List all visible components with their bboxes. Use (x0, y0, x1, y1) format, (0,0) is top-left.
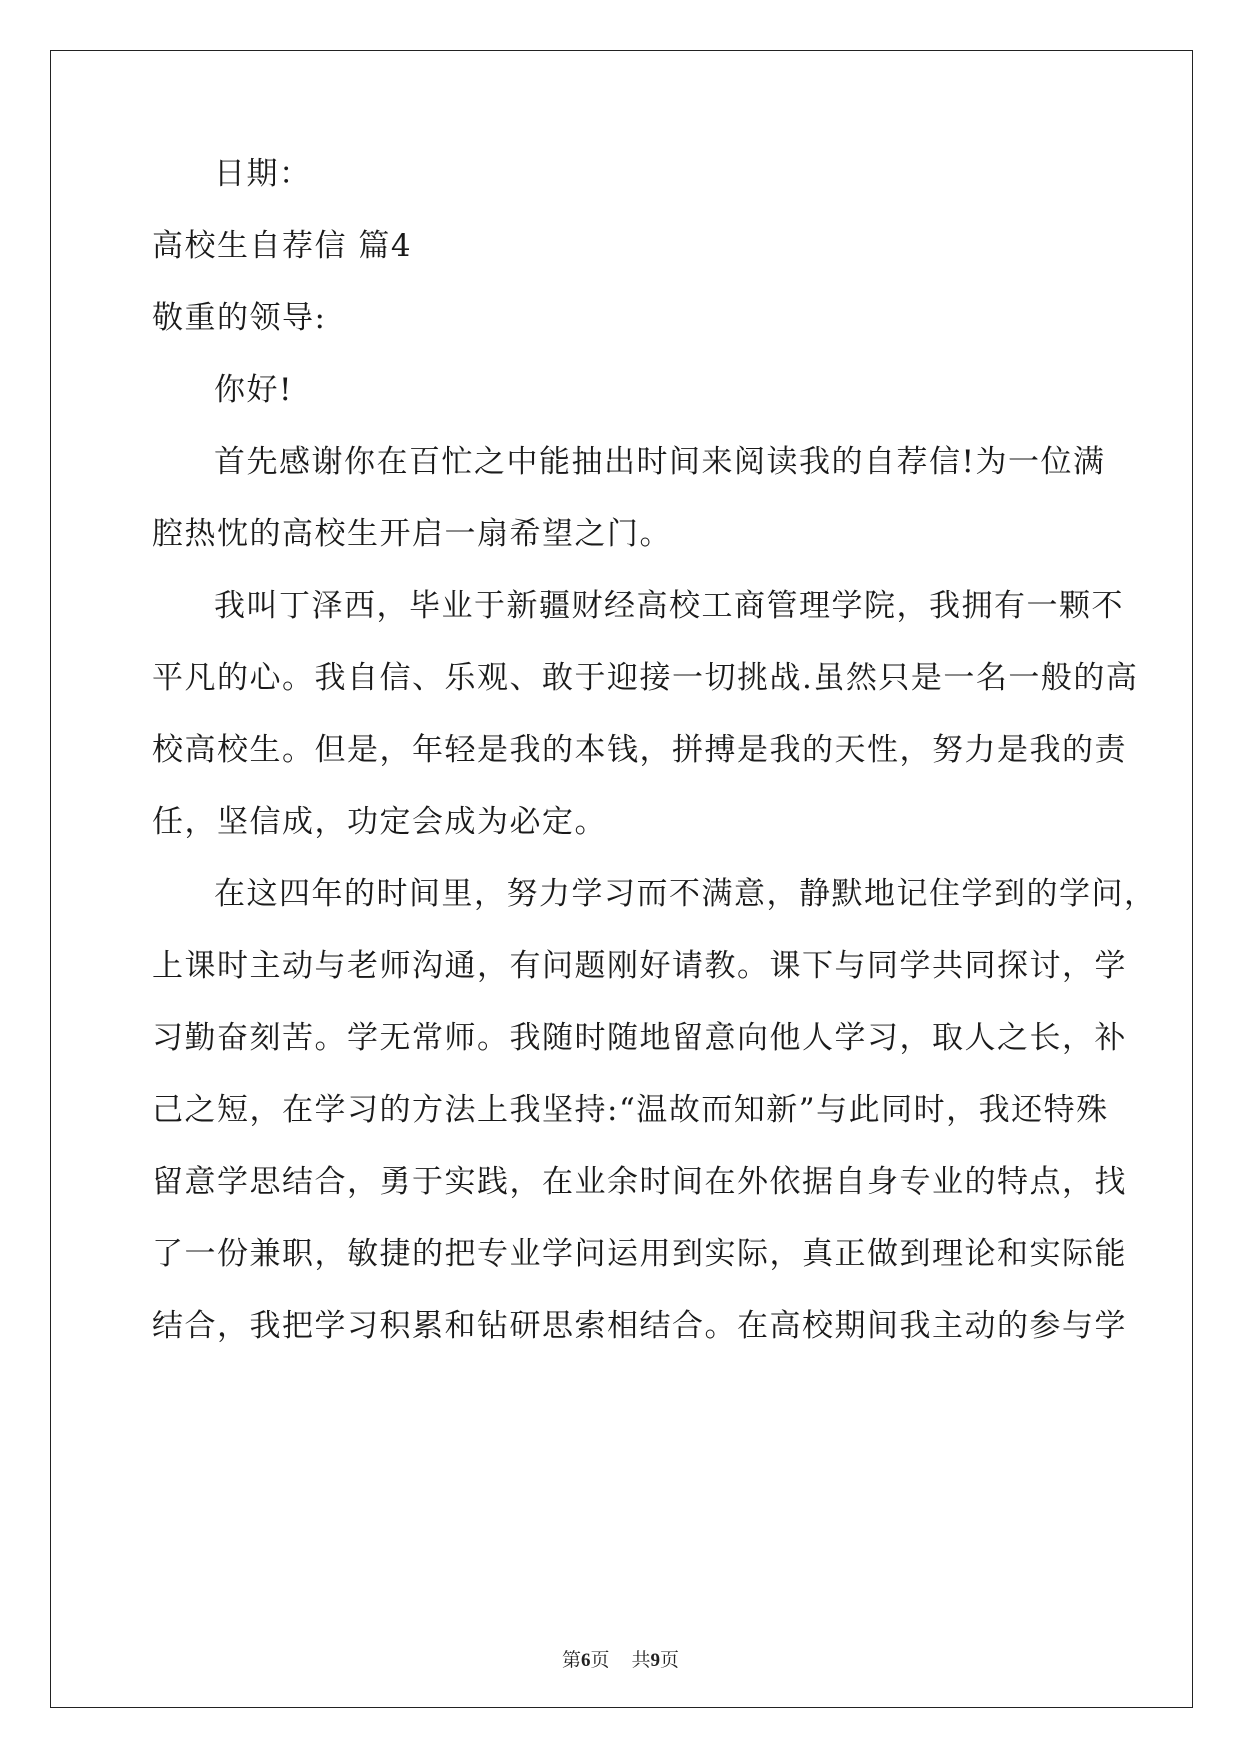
paragraph-line: 在这四年的时间里，努力学习而不满意，静默地记住学到的学问， (214, 876, 1157, 912)
section-title: 高校生自荐信 篇4 (152, 228, 413, 264)
paragraph-line: 首先感谢你在百忙之中能抽出时间来阅读我的自荐信!为一位满 (214, 444, 1106, 480)
total-pages: 9 (650, 1650, 661, 1671)
page-number: 6 (580, 1650, 591, 1671)
date-label: 日期： (214, 156, 312, 192)
paragraph-line: 己之短，在学习的方法上我坚持:“温故而知新”与此同时，我还特殊 (152, 1092, 1109, 1128)
greeting: 你好! (214, 372, 293, 408)
total-prefix: 共 (631, 1650, 651, 1671)
page-prefix: 第 (561, 1650, 581, 1671)
paragraph-line: 平凡的心。我自信、乐观、敢于迎接一切挑战.虽然只是一名一般的高 (152, 660, 1139, 696)
paragraph-line: 任，坚信成，功定会成为必定。 (152, 804, 607, 840)
paragraph-line: 校高校生。但是，年轻是我的本钱，拼搏是我的天性，努力是我的责 (152, 732, 1127, 768)
paragraph-line: 腔热忱的高校生开启一扇希望之门。 (152, 516, 672, 552)
paragraph-line: 上课时主动与老师沟通，有问题刚好请教。课下与同学共同探讨，学 (152, 948, 1127, 984)
paragraph-line: 结合，我把学习积累和钻研思索相结合。在高校期间我主动的参与学 (152, 1308, 1127, 1344)
paragraph-line: 留意学思结合，勇于实践，在业余时间在外依据自身专业的特点，找 (152, 1164, 1127, 1200)
page-suffix: 页 (590, 1650, 610, 1671)
paragraph-line: 了一份兼职，敏捷的把专业学问运用到实际，真正做到理论和实际能 (152, 1236, 1127, 1272)
salutation: 敬重的领导: (152, 300, 327, 336)
paragraph-line: 习勤奋刻苦。学无常师。我随时随地留意向他人学习，取人之长，补 (152, 1020, 1127, 1056)
total-suffix: 页 (660, 1650, 680, 1671)
paragraph-line: 我叫丁泽西，毕业于新疆财经高校工商管理学院，我拥有一颗不 (214, 588, 1124, 624)
page-footer (0, 1649, 1241, 1673)
